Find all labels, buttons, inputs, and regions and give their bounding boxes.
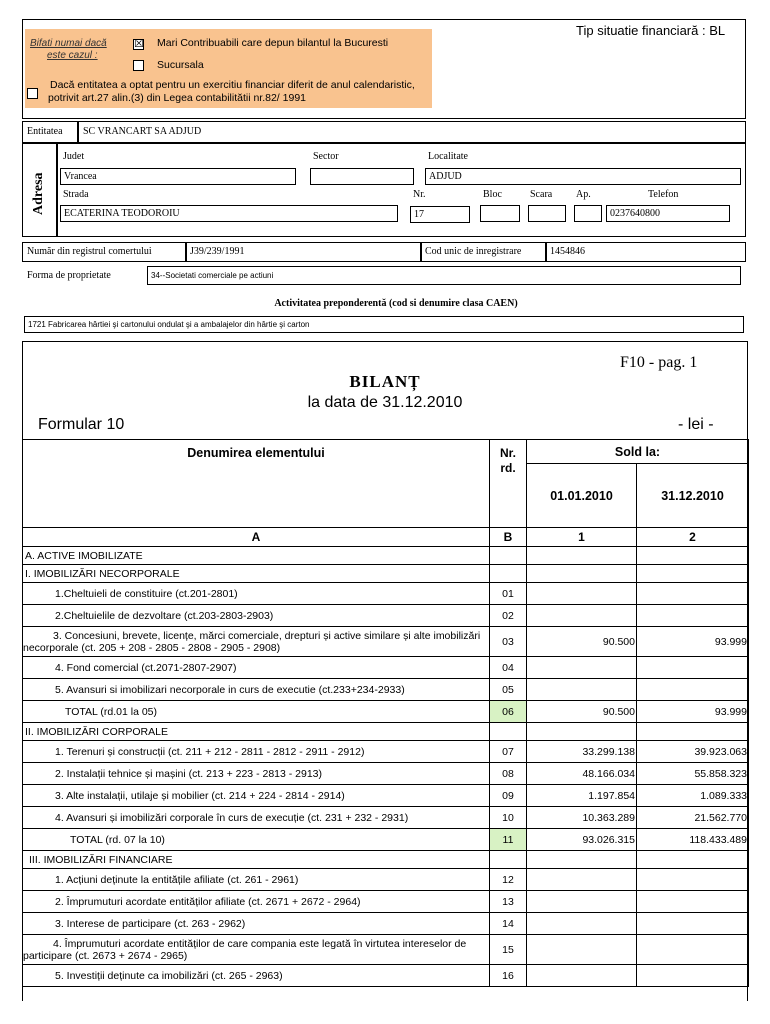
strada-field[interactable]: ECATERINA TEODOROIU [60, 205, 398, 222]
forma-field[interactable]: 34--Societati comerciale pe actiuni [147, 266, 741, 285]
row-value-2010-12-31 [637, 565, 749, 583]
sucursala-checkbox[interactable] [133, 60, 144, 71]
row-nr [490, 851, 527, 869]
row-nr: 03 [490, 627, 527, 657]
row-nr [490, 723, 527, 741]
row-nr: 07 [490, 741, 527, 763]
row-value-2010-12-31 [637, 965, 749, 987]
col-b-label: B [490, 528, 527, 547]
row-name: II. IMOBILIZĂRI CORPORALE [23, 723, 490, 741]
row-name: A. ACTIVE IMOBILIZATE [23, 547, 490, 565]
address-frame [22, 143, 746, 237]
scara-label: Scara [530, 189, 553, 200]
table-row [23, 869, 749, 891]
table-row [23, 741, 749, 763]
col-sold-header: Sold la: [527, 440, 749, 464]
registru-div2 [420, 242, 422, 262]
strada-label: Strada [63, 189, 89, 200]
row-value-2010-12-31: 93.999 [637, 701, 749, 723]
entitatea-label: Entitatea [27, 126, 63, 137]
row-value-2010-01-01 [527, 913, 637, 935]
formular-label: Formular 10 [38, 416, 125, 433]
row-value-2010-12-31 [637, 869, 749, 891]
row-name: I. IMOBILIZĂRI NECORPORALE [23, 565, 490, 583]
row-value-2010-12-31 [637, 547, 749, 565]
lei-label: - lei - [678, 416, 714, 433]
table-row [23, 657, 749, 679]
row-value-2010-12-31: 118.433.489 [637, 829, 749, 851]
sector-label: Sector [313, 151, 339, 162]
table-row [23, 763, 749, 785]
col-a-label: A [23, 528, 490, 547]
row-value-2010-01-01: 48.166.034 [527, 763, 637, 785]
row-value-2010-01-01 [527, 583, 637, 605]
nr-label: Nr. [413, 189, 426, 200]
row-value-2010-01-01 [527, 565, 637, 583]
row-value-2010-12-31: 1.089.333 [637, 785, 749, 807]
ap-label: Ap. [576, 189, 591, 200]
localitate-label: Localitate [428, 151, 468, 162]
table-row [23, 547, 749, 565]
page-ref: F10 - pag. 1 [620, 354, 698, 371]
row-value-2010-01-01: 90.500 [527, 627, 637, 657]
localitate-field[interactable]: ADJUD [425, 168, 741, 185]
scara-field[interactable] [528, 205, 566, 222]
row-nr: 13 [490, 891, 527, 913]
registru-div1 [185, 242, 187, 262]
cui-label: Cod unic de inregistrare [425, 246, 522, 257]
table-row [23, 605, 749, 627]
row-value-2010-01-01: 90.500 [527, 701, 637, 723]
table-row [23, 723, 749, 741]
row-value-2010-01-01 [527, 891, 637, 913]
row-name: 1. Terenuri și construcții (ct. 211 + 212 - 2811 - 2812 - 2911 - 2912) [23, 741, 490, 763]
entitatea-divider [77, 121, 79, 143]
row-nr: 12 [490, 869, 527, 891]
tip-situatie: Tip situatie financiară : BL [576, 23, 726, 38]
row-nr [490, 565, 527, 583]
nr-field[interactable]: 17 [410, 206, 470, 223]
row-value-2010-01-01: 93.026.315 [527, 829, 637, 851]
bifati-label: Bifati numai dacă [30, 38, 107, 49]
row-nr [490, 547, 527, 565]
row-value-2010-12-31 [637, 723, 749, 741]
col-date1-header: 01.01.2010 [527, 464, 637, 528]
mari-contribuabili-label: Mari Contribuabili care depun bilantul la Bucuresti [157, 37, 389, 49]
row-value-2010-01-01 [527, 605, 637, 627]
table-row [23, 913, 749, 935]
bloc-field[interactable] [480, 205, 520, 222]
adresa-label: Adresa [31, 172, 46, 215]
registru-value: J39/239/1991 [190, 246, 245, 257]
col-2-label: 2 [637, 528, 749, 547]
table-row [23, 701, 749, 723]
row-value-2010-12-31: 93.999 [637, 627, 749, 657]
row-nr: 06 [490, 701, 527, 723]
row-value-2010-12-31 [637, 657, 749, 679]
col-nr-header: Nr. rd. [490, 440, 527, 528]
telefon-label: Telefon [648, 189, 679, 200]
bloc-label: Bloc [483, 189, 502, 200]
row-value-2010-12-31: 39.923.063 [637, 741, 749, 763]
row-name: 5. Avansuri si imobilizari necorporale in curs de executie (ct.233+234-2933) [23, 679, 490, 701]
telefon-field[interactable]: 0237640800 [606, 205, 730, 222]
row-value-2010-01-01: 33.299.138 [527, 741, 637, 763]
forma-label: Forma de proprietate [27, 270, 111, 281]
registru-div3 [545, 242, 547, 262]
table-row [23, 565, 749, 583]
table-row [23, 935, 749, 965]
bilant-table [22, 439, 749, 987]
row-value-2010-12-31 [637, 913, 749, 935]
cui-value: 1454846 [550, 246, 585, 257]
row-name: 3. Interese de participare (ct. 263 - 2962) [23, 913, 490, 935]
row-nr: 04 [490, 657, 527, 679]
row-name: 2. Împrumuturi acordate entităților afiliate (ct. 2671 + 2672 - 2964) [23, 891, 490, 913]
col-denumire-header: Denumirea elementului [23, 440, 490, 528]
row-name: 2. Instalații tehnice și mașini (ct. 213 + 223 - 2813 - 2913) [23, 763, 490, 785]
row-value-2010-01-01 [527, 657, 637, 679]
entitatea-value: SC VRANCART SA ADJUD [83, 126, 202, 137]
sector-field[interactable] [310, 168, 414, 185]
activitate-label: Activitatea preponderentă (cod si denumire clasa CAEN) [274, 298, 518, 309]
col-date2-header: 31.12.2010 [637, 464, 749, 528]
row-value-2010-12-31 [637, 583, 749, 605]
activitate-field[interactable]: 1721 Fabricarea hârtiei şi cartonului ondulat şi a ambalajelor din hârtie şi carton [24, 316, 744, 333]
table-row [23, 807, 749, 829]
table-row [23, 785, 749, 807]
row-nr: 14 [490, 913, 527, 935]
row-name: 1.Cheltuieli de constituire (ct.201-2801) [23, 583, 490, 605]
table-row [23, 851, 749, 869]
table-row [23, 965, 749, 987]
row-name: 4. Avansuri și imobilizări corporale în curs de execuție (ct. 231 + 232 - 2931) [23, 807, 490, 829]
row-value-2010-01-01 [527, 679, 637, 701]
row-value-2010-12-31: 55.858.323 [637, 763, 749, 785]
sucursala-label: Sucursala [157, 59, 204, 71]
row-nr: 02 [490, 605, 527, 627]
table-row [23, 627, 749, 657]
row-value-2010-12-31 [637, 851, 749, 869]
row-name: 4. Fond comercial (ct.2071-2807-2907) [23, 657, 490, 679]
row-value-2010-01-01 [527, 547, 637, 565]
mari-contribuabili-checkbox[interactable]: ☒ [134, 38, 144, 50]
table-row [23, 583, 749, 605]
row-nr: 16 [490, 965, 527, 987]
row-name: 4. Împrumuturi acordate entităților de care compania este legată în virtutea intereselor de participare (ct. 2673 + 2674 - 2965) [23, 935, 490, 965]
row-value-2010-12-31 [637, 679, 749, 701]
row-value-2010-01-01 [527, 935, 637, 965]
row-value-2010-12-31 [637, 935, 749, 965]
row-value-2010-12-31 [637, 891, 749, 913]
este-cazul-label: este cazul : [47, 50, 98, 61]
ap-field[interactable] [574, 205, 602, 222]
row-value-2010-01-01 [527, 869, 637, 891]
row-nr: 11 [490, 829, 527, 851]
row-value-2010-01-01: 10.363.289 [527, 807, 637, 829]
row-nr: 05 [490, 679, 527, 701]
row-name: 3. Concesiuni, brevete, licențe, mărci comerciale, drepturi și active similare și alte imobilizări necorporale (ct. 205 + 208 - 2805 - 2808 - 2905 - 2908) [23, 627, 490, 657]
col-1-label: 1 [527, 528, 637, 547]
row-name: 3. Alte instalații, utilaje și mobilier (ct. 214 + 224 - 2814 - 2914) [23, 785, 490, 807]
judet-label: Judet [63, 151, 85, 162]
bilant-title: BILANȚ [349, 372, 421, 391]
row-name: III. IMOBILIZĂRI FINANCIARE [23, 851, 490, 869]
exercitiu-checkbox[interactable] [27, 88, 38, 99]
row-value-2010-01-01 [527, 851, 637, 869]
row-name: 2.Cheltuielile de dezvoltare (ct.203-2803-2903) [23, 605, 490, 627]
exercitiu-label: Dacă entitatea a optat pentru un exercitiu financiar diferit de anul calendaristic, potrivit art.27 alin.(3) din Legea contabilitătii nr.82/ 1991 [48, 79, 415, 104]
row-value-2010-12-31: 21.562.770 [637, 807, 749, 829]
row-nr: 10 [490, 807, 527, 829]
row-name: TOTAL (rd.01 la 05) [23, 701, 490, 723]
registru-label: Număr din registrul comertului [27, 246, 152, 257]
row-value-2010-01-01 [527, 965, 637, 987]
row-nr: 08 [490, 763, 527, 785]
table-row [23, 891, 749, 913]
row-value-2010-01-01: 1.197.854 [527, 785, 637, 807]
row-name: 1. Acțiuni deținute la entitățile afiliate (ct. 261 - 2961) [23, 869, 490, 891]
table-row [23, 829, 749, 851]
row-nr: 09 [490, 785, 527, 807]
row-value-2010-12-31 [637, 605, 749, 627]
row-name: 5. Investiții deținute ca imobilizări (ct. 265 - 2963) [23, 965, 490, 987]
judet-field[interactable]: Vrancea [60, 168, 296, 185]
date-line: la data de 31.12.2010 [307, 394, 463, 411]
row-name: TOTAL (rd. 07 la 10) [23, 829, 490, 851]
row-nr: 01 [490, 583, 527, 605]
adresa-divider [56, 143, 58, 237]
row-value-2010-01-01 [527, 723, 637, 741]
table-row [23, 679, 749, 701]
row-nr: 15 [490, 935, 527, 965]
